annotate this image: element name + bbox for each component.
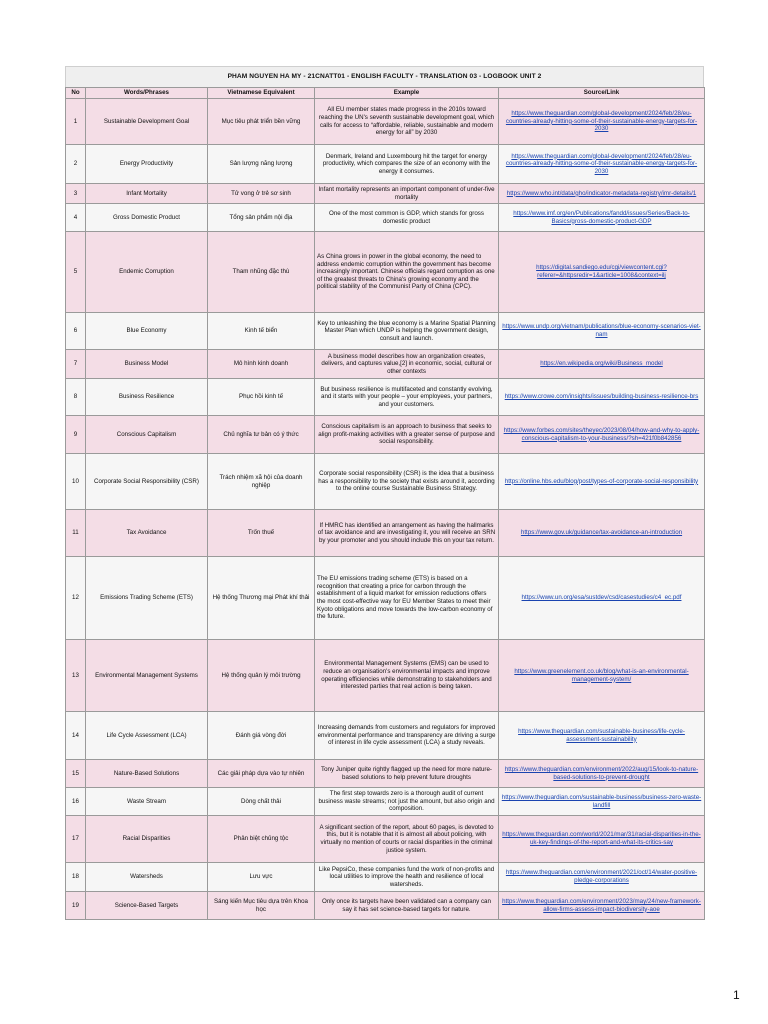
vietnamese-cell: Lưu vực <box>208 863 315 892</box>
source-cell <box>499 816 705 863</box>
word-cell: Conscious Capitalism <box>86 416 208 454</box>
source-cell <box>499 712 705 760</box>
vietnamese-cell: Hệ thống quản lý môi trường <box>208 640 315 712</box>
word-cell: Waste Stream <box>86 788 208 816</box>
source-link[interactable]: https://www.theguardian.com/global-development/2024/feb/28/eu-countries-already-hitting-some-of-their-sustainable-energy-targets-for-2030 <box>505 152 698 175</box>
row-number: 17 <box>66 816 86 863</box>
row-number: 16 <box>66 788 86 816</box>
row-number: 12 <box>66 557 86 640</box>
source-link[interactable]: https://www.undp.org/vietnam/publications/blue-economy-scenarios-viet-nam <box>502 323 701 338</box>
source-cell <box>499 557 705 640</box>
example-cell: If HMRC has identified an arrangement as having the hallmarks of tax avoidance and are investigating it, you will receive an SRN by your promoter and you should include this on your tax return. <box>315 510 499 557</box>
row-number: 11 <box>66 510 86 557</box>
example-cell: Corporate social responsibility (CSR) is the idea that a business has a responsibility to the society that exists around it, according to the online course Sustainable Business Strategy. <box>315 454 499 510</box>
source-link[interactable]: https://www.theguardian.com/environment/2021/oct/14/water-positive-pledge-corporations <box>505 869 698 884</box>
row-number: 13 <box>66 640 86 712</box>
header-row <box>66 88 705 99</box>
word-cell: Energy Productivity <box>86 145 208 184</box>
table-row <box>66 416 705 454</box>
header-word: Words/Phrases <box>86 88 208 99</box>
source-cell <box>499 204 705 232</box>
word-cell: Tax Avoidance <box>86 510 208 557</box>
row-number: 2 <box>66 145 86 184</box>
word-cell: Business Model <box>86 350 208 379</box>
example-cell: The first step towards zero is a thorough audit of current business waste streams; not just the amount, but also origin and composition. <box>315 788 499 816</box>
vietnamese-cell: Tham nhũng đặc thù <box>208 232 315 313</box>
word-cell: Emissions Trading Scheme (ETS) <box>86 557 208 640</box>
word-cell: Life Cycle Assessment (LCA) <box>86 712 208 760</box>
table-row <box>66 892 705 920</box>
vietnamese-cell: Trách nhiệm xã hội của doanh nghiệp <box>208 454 315 510</box>
table-row <box>66 640 705 712</box>
vietnamese-cell: Phục hồi kinh tế <box>208 379 315 416</box>
table-row <box>66 760 705 788</box>
vietnamese-cell: Đánh giá vòng đời <box>208 712 315 760</box>
word-cell: Business Resilience <box>86 379 208 416</box>
example-cell: All EU member states made progress in the 2010s toward reaching the UN's seventh sustainable development goal, which calls for access to “affordable, reliable, sustainable and modern energy for all” by 2030 <box>315 99 499 145</box>
word-cell: Sustainable Development Goal <box>86 99 208 145</box>
row-number: 7 <box>66 350 86 379</box>
example-cell: As China grows in power in the global economy, the need to address endemic corruption within the government has become increasingly important. Chinese officials regard corruption as one of the greatest threats to China's growing economy and the political stability of the Communist Party of China (CPC). <box>315 232 499 313</box>
source-link[interactable]: https://www.un.org/esa/sustdev/csd/casestudies/c4_ec.pdf <box>521 594 682 602</box>
source-link[interactable]: https://www.who.int/data/gho/indicator-metadata-registry/imr-details/1 <box>506 189 697 197</box>
source-cell <box>499 350 705 379</box>
example-cell: Like PepsiCo, these companies fund the work of non-profits and local utilities to improve the health and resilience of local watersheds. <box>315 863 499 892</box>
example-cell: Key to unleashing the blue economy is a Marine Spatial Planning Master Plan which UNDP is helping the government design, consult and launch. <box>315 313 499 350</box>
word-cell: Science-Based Targets <box>86 892 208 920</box>
table-row <box>66 313 705 350</box>
source-link[interactable]: https://www.theguardian.com/environment/2023/may/24/new-framework-allow-firms-assess-impact-biodiversity-aoe <box>502 897 701 913</box>
example-cell: Infant mortality represents an important component of under-five mortality <box>315 184 499 204</box>
source-cell <box>499 145 705 184</box>
table-row <box>66 712 705 760</box>
source-link[interactable]: https://en.wikipedia.org/wiki/Business_model <box>540 360 663 368</box>
vietnamese-cell: Trốn thuế <box>208 510 315 557</box>
row-number: 9 <box>66 416 86 454</box>
vietnamese-cell: Các giải pháp dựa vào tự nhiên <box>208 760 315 788</box>
row-number: 15 <box>66 760 86 788</box>
row-number: 1 <box>66 99 86 145</box>
source-cell <box>499 640 705 712</box>
example-cell: But business resilience is multifaceted and constantly evolving, and it starts with your people – your employees, your partners, and your customers. <box>315 379 499 416</box>
source-cell <box>499 184 705 204</box>
source-cell <box>499 313 705 350</box>
source-link[interactable]: https://www.imf.org/en/Publications/fandd/issues/Series/Back-to-Basics/gross-domestic-product-GDP <box>513 209 690 225</box>
row-number: 6 <box>66 313 86 350</box>
row-number: 10 <box>66 454 86 510</box>
table-row <box>66 816 705 863</box>
table-row <box>66 454 705 510</box>
example-cell: One of the most common is GDP, which stands for gross domestic product <box>315 204 499 232</box>
row-number: 8 <box>66 379 86 416</box>
vietnamese-cell: Chủ nghĩa tư bản có ý thức <box>208 416 315 454</box>
source-cell <box>499 232 705 313</box>
example-cell: A business model describes how an organization creates, delivers, and captures value,[2] in economic, social, cultural or other contexts <box>315 350 499 379</box>
table-row <box>66 379 705 416</box>
word-cell: Nature-Based Solutions <box>86 760 208 788</box>
word-cell: Infant Mortality <box>86 184 208 204</box>
word-cell: Blue Economy <box>86 313 208 350</box>
table-row <box>66 350 705 379</box>
example-cell: Environmental Management Systems (EMS) can be used to reduce an organisation's environmental impacts and improve operating efficiencies while demonstrating to stakeholders and interested parties that real action is being taken. <box>315 640 499 712</box>
table-row <box>66 145 705 184</box>
table-row <box>66 557 705 640</box>
row-number: 3 <box>66 184 86 204</box>
row-number: 14 <box>66 712 86 760</box>
vietnamese-cell: Dòng chất thải <box>208 788 315 816</box>
example-cell: Conscious capitalism is an approach to business that seeks to align profit-making activities with a greater sense of purpose and social responsibility. <box>315 416 499 454</box>
table-row <box>66 863 705 892</box>
source-cell <box>499 788 705 816</box>
vietnamese-cell: Sáng kiến Mục tiêu dựa trên Khoa học <box>208 892 315 920</box>
source-link[interactable]: https://www.theguardian.com/world/2021/mar/31/racial-disparities-in-the-uk-key-findings-of-the-report-and-what-its-critics-say <box>502 831 701 846</box>
source-cell <box>499 863 705 892</box>
word-cell: Endemic Corruption <box>86 232 208 313</box>
header-example: Example <box>315 88 499 99</box>
vietnamese-cell: Mục tiêu phát triển bền vững <box>208 99 315 145</box>
table-row <box>66 232 705 313</box>
row-number: 5 <box>66 232 86 313</box>
example-cell: A significant section of the report, about 60 pages, is devoted to this, but it is notable that it is almost all about policing, with virtually no mention of courts or racial disparities in the criminal justice system. <box>315 816 499 863</box>
source-link[interactable]: https://online.hbs.edu/blog/post/types-of-corporate-social-responsibility <box>504 477 699 485</box>
page-number: 1 <box>733 988 740 1002</box>
example-cell: The EU emissions trading scheme (ETS) is based on a recognition that creating a price for carbon through the establishment of a liquid market for emission reductions offers the most cost-effective way for EU Member States to meet their Kyoto obligations and move towards the low-carbon economy of the future. <box>315 557 499 640</box>
vietnamese-cell: Tổng sản phẩm nội địa <box>208 204 315 232</box>
example-cell: Increasing demands from customers and regulators for improved environmental performance and transparency are driving a surge of interest in life cycle assessment (LCA) a study reveals. <box>315 712 499 760</box>
table-row <box>66 510 705 557</box>
table-row <box>66 788 705 816</box>
source-link[interactable]: https://www.greenelement.co.uk/blog/what-is-an-environmental-management-system/ <box>514 667 689 683</box>
source-cell <box>499 379 705 416</box>
source-link[interactable]: https://www.theguardian.com/global-development/2024/feb/28/eu-countries-already-hitting-some-of-their-sustainable-energy-targets-for-2030 <box>505 110 698 133</box>
source-link[interactable]: https://www.theguardian.com/environment/2022/aug/15/look-to-nature-based-solutions-to-prevent-drought <box>504 765 699 781</box>
example-cell: Denmark, Ireland and Luxembourg hit the target for energy productivity, which compares the size of an economy with the energy it consumes. <box>315 145 499 184</box>
vietnamese-cell: Hệ thống Thương mại Phát khí thải <box>208 557 315 640</box>
sheet-title: PHAM NGUYEN HA MY - 21CNATT01 - ENGLISH FACULTY - TRANSLATION 03 - LOGBOOK UNIT 2 <box>65 66 704 87</box>
logbook-sheet <box>65 66 704 920</box>
header-no: No <box>66 88 86 99</box>
source-link[interactable]: https://www.crowe.com/insights/issues/building-business-resilience-brs <box>504 393 699 401</box>
word-cell: Gross Domestic Product <box>86 204 208 232</box>
row-number: 4 <box>66 204 86 232</box>
source-cell <box>499 454 705 510</box>
example-cell: Tony Juniper quite rightly flagged up the need for more nature-based solutions to help prevent future droughts <box>315 760 499 788</box>
source-cell <box>499 892 705 920</box>
word-cell: Corporate Social Responsibility (CSR) <box>86 454 208 510</box>
source-link[interactable]: https://www.forbes.com/sites/theyec/2023/08/04/how-and-why-to-apply-conscious-capitalism-to-your-business/?sh=421f0b842856 <box>503 426 700 442</box>
source-cell <box>499 416 705 454</box>
table-row <box>66 99 705 145</box>
vietnamese-cell: Phân biệt chủng tộc <box>208 816 315 863</box>
source-link[interactable]: https://digital.sandiego.edu/cgi/viewcontent.cgi?referer=&httpsredir=1&article=1008&context=ilj <box>536 264 667 279</box>
vietnamese-cell: Kinh tế biển <box>208 313 315 350</box>
source-link[interactable]: https://www.gov.uk/guidance/tax-avoidance-an-introduction <box>520 529 683 537</box>
table-row <box>66 204 705 232</box>
vocabulary-table <box>65 87 705 920</box>
source-link[interactable]: https://www.theguardian.com/sustainable-business/business-zero-waste-landfill <box>501 793 702 809</box>
header-source: Source/Link <box>499 88 705 99</box>
word-cell: Watersheds <box>86 863 208 892</box>
row-number: 19 <box>66 892 86 920</box>
vietnamese-cell: Sản lượng năng lượng <box>208 145 315 184</box>
vietnamese-cell: Tử vong ở trẻ sơ sinh <box>208 184 315 204</box>
vietnamese-cell: Mô hình kinh doanh <box>208 350 315 379</box>
source-cell <box>499 99 705 145</box>
source-link[interactable]: https://www.theguardian.com/sustainable-business/life-cycle-assessment-sustainability <box>518 727 685 743</box>
source-cell <box>499 510 705 557</box>
row-number: 18 <box>66 863 86 892</box>
table-row <box>66 184 705 204</box>
source-cell <box>499 760 705 788</box>
word-cell: Racial Disparities <box>86 816 208 863</box>
header-viet: Vietnamese Equivalent <box>208 88 315 99</box>
example-cell: Only once its targets have been validated can a company can say it has set science-based targets for nature. <box>315 892 499 920</box>
word-cell: Environmental Management Systems <box>86 640 208 712</box>
